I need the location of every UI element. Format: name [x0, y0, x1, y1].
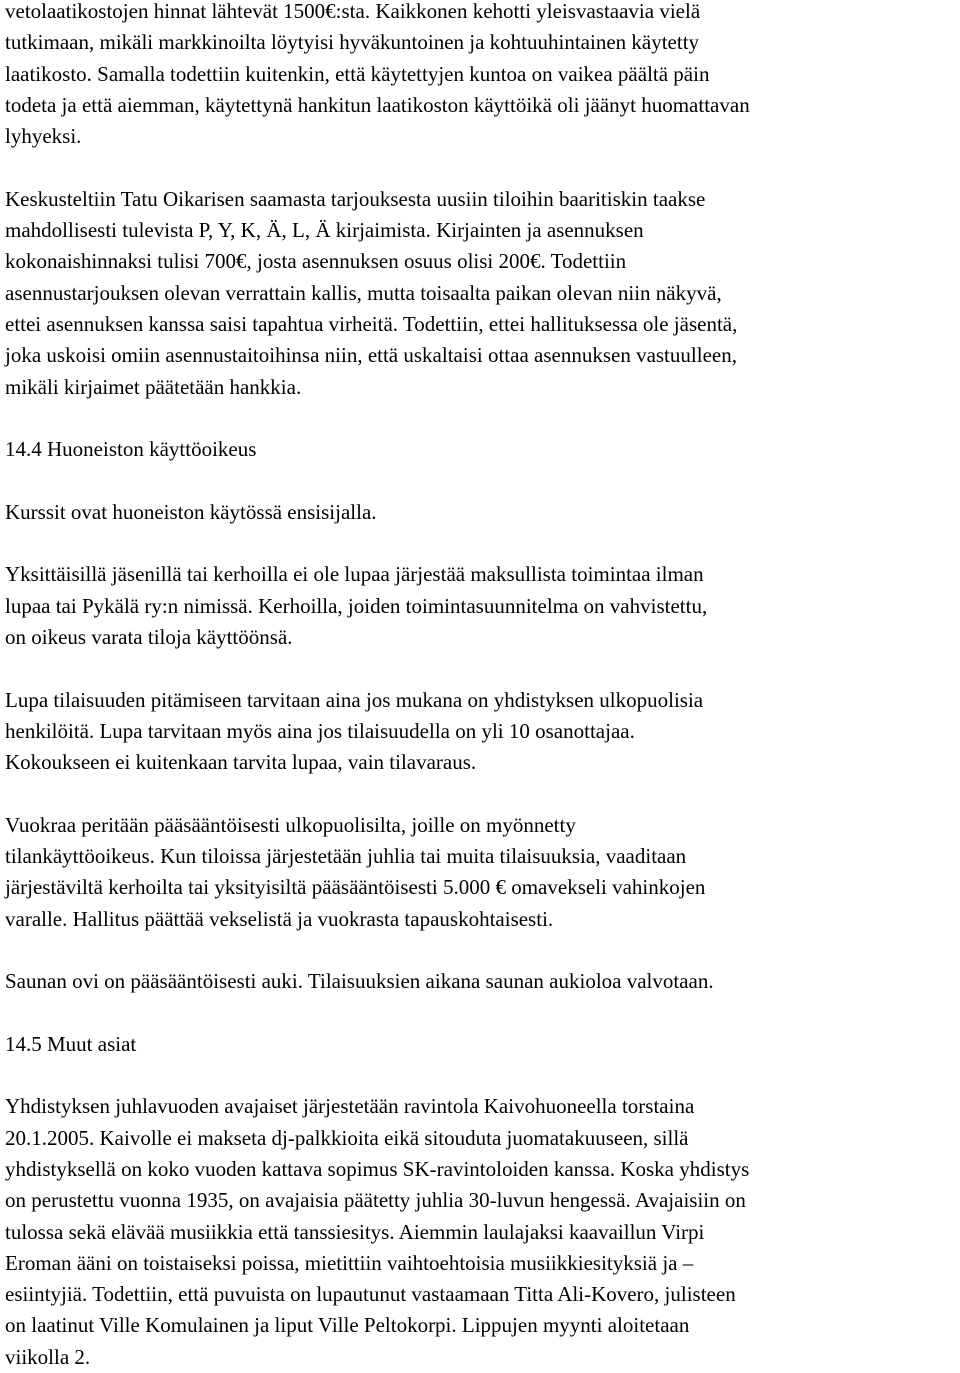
text-line: on laatinut Ville Komulainen ja liput Ville Peltokorpi. Lippujen myynti aloitetaan: [5, 1313, 690, 1338]
text-line: Kokoukseen ei kuitenkaan tarvita lupaa, vain tilavaraus.: [5, 750, 477, 775]
text-line: Lupa tilaisuuden pitämiseen tarvitaan aina jos mukana on yhdistyksen ulkopuolisia: [5, 687, 704, 712]
text-line: Vuokraa peritään pääsääntöisesti ulkopuolisilta, joille on myönnetty: [5, 812, 576, 837]
text-line: vetolaatikostojen hinnat lähtevät 1500€:sta. Kaikkonen kehotti yleisvastaavia vielä: [5, 0, 701, 23]
text-line: mikäli kirjaimet päätetään hankkia.: [5, 374, 302, 399]
document-page: [5, 0, 957, 1373]
text-line: todeta ja että aiemman, käytettynä hankitun laatikoston käyttöikä oli jäänyt huomattavan: [5, 92, 750, 117]
text-line: Eroman ääni on toistaiseksi poissa, mietittiin vaihtoehtoisia musiikkiesityksiä ja –: [5, 1250, 694, 1275]
body-paragraph: [5, 810, 957, 935]
text-line: tutkimaan, mikäli markkinoilta löytyisi hyväkuntoinen ja kohtuuhintainen käytetty: [5, 30, 700, 55]
text-line: tilankäyttöoikeus. Kun tiloissa järjestetään juhlia tai muita tilaisuuksia, vaaditaan: [5, 844, 687, 869]
text-line: on perustettu vuonna 1935, on avajaisia päätetty juhlia 30-luvun hengessä. Avajaisiin on: [5, 1188, 746, 1213]
text-line: Keskusteltiin Tatu Oikarisen saamasta tarjouksesta uusiin tiloihin baaritiskin taakse: [5, 186, 706, 211]
text-line: Yhdistyksen juhlavuoden avajaiset järjestetään ravintola Kaivohuoneella torstaina: [5, 1094, 695, 1119]
text-line: ettei asennuksen kanssa saisi tapahtua virheitä. Todettiin, ettei hallituksessa ole jäsentä,: [5, 311, 738, 336]
text-line: esiintyjiä. Todettiin, että puvuista on lupautunut vastaamaan Titta Ali-Kovero, julisteen: [5, 1282, 736, 1307]
text-line: tulossa sekä elävää musiikkia että tanssiesitys. Aiemmin laulajaksi kaavaillun Virpi: [5, 1219, 705, 1244]
text-line: järjestäviltä kerhoilta tai yksityisiltä pääsääntöisesti 5.000 € omavekseli vahinkojen: [5, 875, 706, 900]
text-line: 14.4 Huoneiston käyttöoikeus: [5, 437, 257, 462]
text-line: Kurssit ovat huoneiston käytössä ensisijalla.: [5, 499, 377, 524]
body-paragraph: [5, 1091, 957, 1373]
text-line: Saunan ovi on pääsääntöisesti auki. Tilaisuuksien aikana saunan aukioloa valvotaan.: [5, 969, 714, 994]
text-line: 14.5 Muut asiat: [5, 1031, 137, 1056]
body-paragraph: [5, 559, 957, 653]
text-line: henkilöitä. Lupa tarvitaan myös aina jos tilaisuudella on yli 10 osanottajaa.: [5, 718, 635, 743]
body-paragraph: [5, 0, 957, 152]
body-paragraph: [5, 685, 957, 779]
text-line: asennustarjouksen olevan verrattain kallis, mutta toisaalta paikan olevan niin näkyvä,: [5, 280, 722, 305]
section-heading: [5, 1029, 957, 1060]
body-paragraph: [5, 497, 957, 528]
text-line: on oikeus varata tiloja käyttöönsä.: [5, 624, 293, 649]
text-line: laatikosto. Samalla todettiin kuitenkin, että käytettyjen kuntoa on vaikea päältä päin: [5, 61, 710, 86]
text-line: 20.1.2005. Kaivolle ei makseta dj-palkkioita eikä sitouduta juomatakuuseen, sillä: [5, 1125, 689, 1150]
text-line: joka uskoisi omiin asennustaitoihinsa niin, että uskaltaisi ottaa asennuksen vastuulleen,: [5, 343, 737, 368]
body-paragraph: [5, 184, 957, 403]
text-line: viikolla 2.: [5, 1344, 91, 1369]
body-paragraph: [5, 966, 957, 997]
text-line: lupaa tai Pykälä ry:n nimissä. Kerhoilla, joiden toimintasuunnitelma on vahvistettu,: [5, 593, 708, 618]
text-line: kokonaishinnaksi tulisi 700€, josta asennuksen osuus olisi 200€. Todettiin: [5, 249, 627, 274]
text-line: Yksittäisillä jäsenillä tai kerhoilla ei ole lupaa järjestää maksullista toimintaa ilman: [5, 562, 704, 587]
text-line: varalle. Hallitus päättää vekselistä ja vuokrasta tapauskohtaisesti.: [5, 906, 554, 931]
text-line: mahdollisesti tulevista P, Y, K, Ä, L, Ä kirjaimista. Kirjainten ja asennuksen: [5, 218, 644, 243]
text-line: lyhyeksi.: [5, 124, 82, 149]
section-heading: [5, 434, 957, 465]
text-line: yhdistyksellä on koko vuoden kattava sopimus SK-ravintoloiden kanssa. Koska yhdistys: [5, 1156, 750, 1181]
